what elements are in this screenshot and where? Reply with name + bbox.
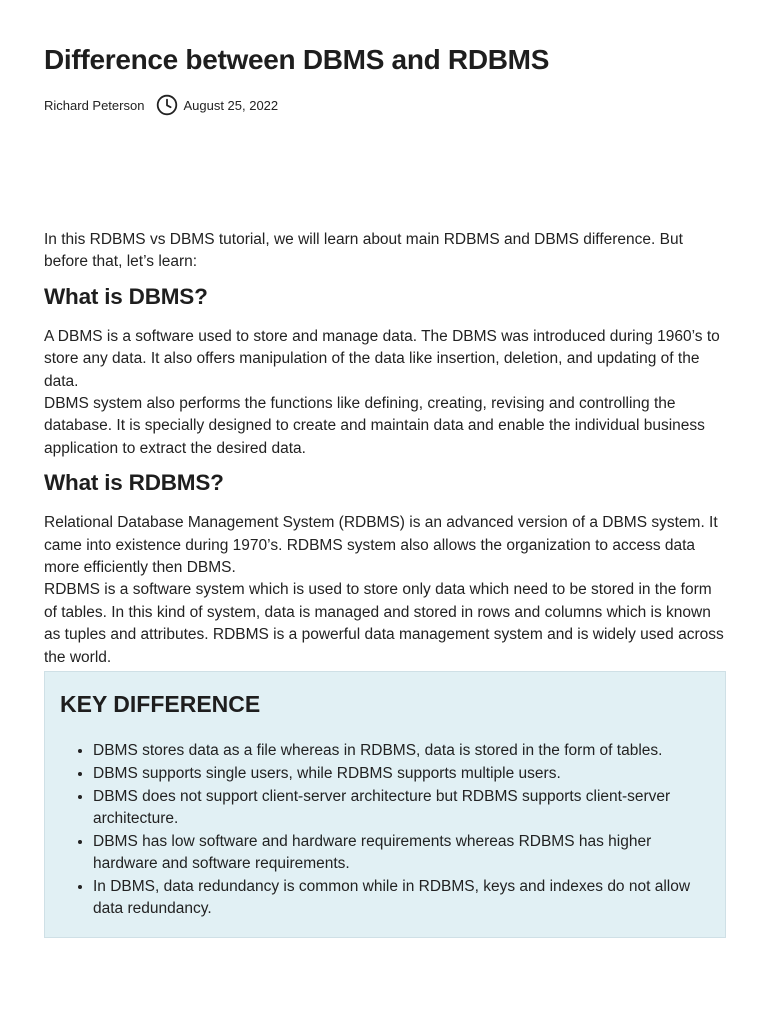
dbms-paragraph-2: DBMS system also performs the functions like defining, creating, revising and controlling the database. It is specially designed to create and maintain data and enable the individual business application to extract the desired data. — [44, 395, 705, 457]
key-difference-list — [60, 740, 710, 920]
list-item: • DBMS does not support client-server architecture but RDBMS supports client-server architecture. — [93, 786, 710, 830]
list-item: • In DBMS, data redundancy is common while in RDBMS, keys and indexes do not allow data redundancy. — [93, 876, 710, 920]
publish-date: August 25, 2022 — [183, 97, 279, 113]
key-difference-box — [44, 671, 726, 938]
section-heading-rdbms: What is RDBMS? — [44, 470, 224, 496]
section-heading-dbms: What is DBMS? — [44, 283, 208, 309]
list-item: • DBMS supports single users, while RDBMS supports multiple users. — [93, 763, 710, 785]
list-item: • DBMS stores data as a file whereas in RDBMS, data is stored in the form of tables. — [93, 740, 710, 762]
intro-paragraph: In this RDBMS vs DBMS tutorial, we will learn about main RDBMS and DBMS difference. But before that, let’s learn: — [44, 231, 683, 271]
key-difference-title: KEY DIFFERENCE — [60, 691, 261, 718]
dbms-paragraph-1: A DBMS is a software used to store and manage data. The DBMS was introduced during 1960’s to store any data. It also offers manipulation of the data like insertion, deletion, and updating of the data. — [44, 327, 720, 390]
page-title: Difference between DBMS and RDBMS — [44, 44, 550, 75]
article-meta — [44, 93, 278, 117]
clock-icon — [156, 94, 178, 116]
article-body — [44, 229, 726, 938]
list-item: • DBMS has low software and hardware requirements whereas RDBMS has higher hardware and software requirements. — [93, 831, 710, 875]
rdbms-paragraph-1: Relational Database Management System (RDBMS) is an advanced version of a DBMS system. It came into existence during 1970’s. RDBMS system also allows the organization to access data more efficiently then DBMS. — [44, 514, 718, 577]
author-link[interactable]: Richard Peterson — [44, 97, 145, 113]
rdbms-paragraph-2: RDBMS is a software system which is used to store only data which need to be stored in the form of tables. In this kind of system, data is managed and stored in rows and columns which is known as tuples and attributes. RDBMS is a powerful data management system and is widely used across the world. — [44, 581, 724, 666]
